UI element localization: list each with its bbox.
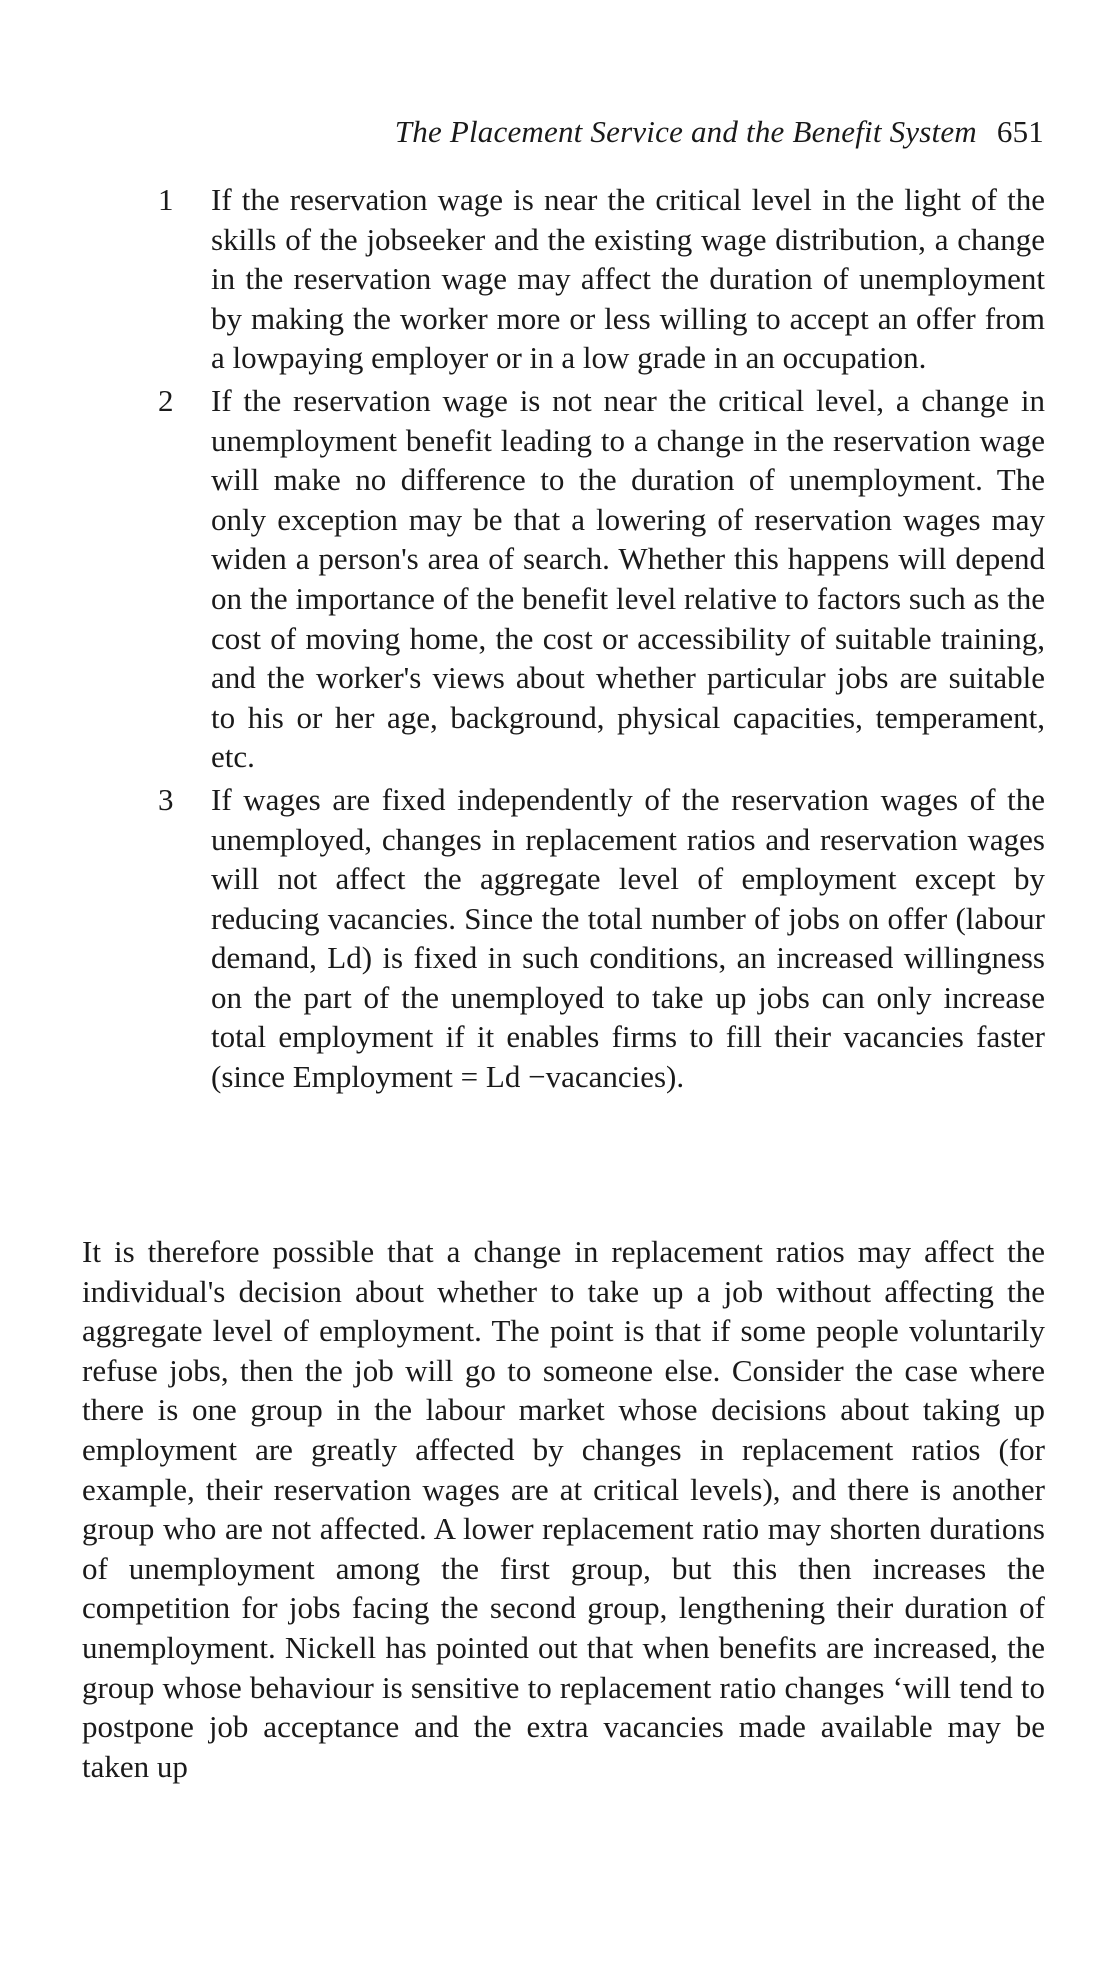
running-head xyxy=(395,112,1044,152)
list-item-text: If the reservation wage is near the critical level in the light of the skills of the jobseeker and the existing wage distribution, a change in the reservation wage may affect the duration of unemployment by making the worker more or less willing to accept an offer from a lowpaying employer or in a low grade in an occupation. xyxy=(211,182,1045,376)
body-paragraph: It is therefore possible that a change in replacement ratios may affect the individual's decision about whether to take up a job without affecting the aggregate level of employment. The point is that if some people voluntarily refuse jobs, then the job will go to someone else. Consider the case where there is one group in the labour market whose decisions about taking up employment are greatly affected by changes in replacement ratios (for example, their reservation wages are at critical levels), and there is another group who are not affected. A lower replacement ratio may shorten durations of unemployment among the first group, but this then increases the competition for jobs facing the second group, lengthening their duration of unemployment. Nickell has pointed out that when benefits are increased, the group whose behaviour is sensitive to replacement ratio changes ‘will tend to postpone job acceptance and the extra vacancies made available may be taken up xyxy=(82,1234,1045,1784)
list-item-number: 3 xyxy=(158,781,174,817)
list-item xyxy=(150,381,1045,777)
list-item xyxy=(150,780,1045,1097)
list-item-number: 1 xyxy=(158,182,174,217)
list-item-text: If wages are fixed independently of the reservation wages of the unemployed, changes in replacement ratios and reservation wages will not affect the aggregate level of employment except by reducing vacancies. Since the total number of jobs on offer (labour demand, Ld) is fixed in such conditions, an increased willingness on the part of the unemployed to take up jobs can only increase total employment if it enables firms to fill their vacancies faster (since Employment = Ld −vacancies). xyxy=(211,781,1045,1095)
list-item-number: 2 xyxy=(158,382,174,418)
running-title: The Placement Service and the Benefit System xyxy=(394,114,977,149)
numbered-list xyxy=(150,180,1045,1100)
list-item-text: If the reservation wage is not near the critical level, a change in unemployment benefit leading to a change in the reservation wage will make no difference to the duration of unemployment. The only exception may be that a lowering of reservation wages may widen a person's area of search. Whether this happens will depend on the importance of the benefit level relative to factors such as the cost of moving home, the cost or accessibility of suitable training, and the worker's views about whether particular jobs are suitable to his or her age, background, physical capacities, temperament, etc. xyxy=(211,382,1045,775)
page-number: 651 xyxy=(996,114,1044,149)
list-item xyxy=(150,180,1045,378)
